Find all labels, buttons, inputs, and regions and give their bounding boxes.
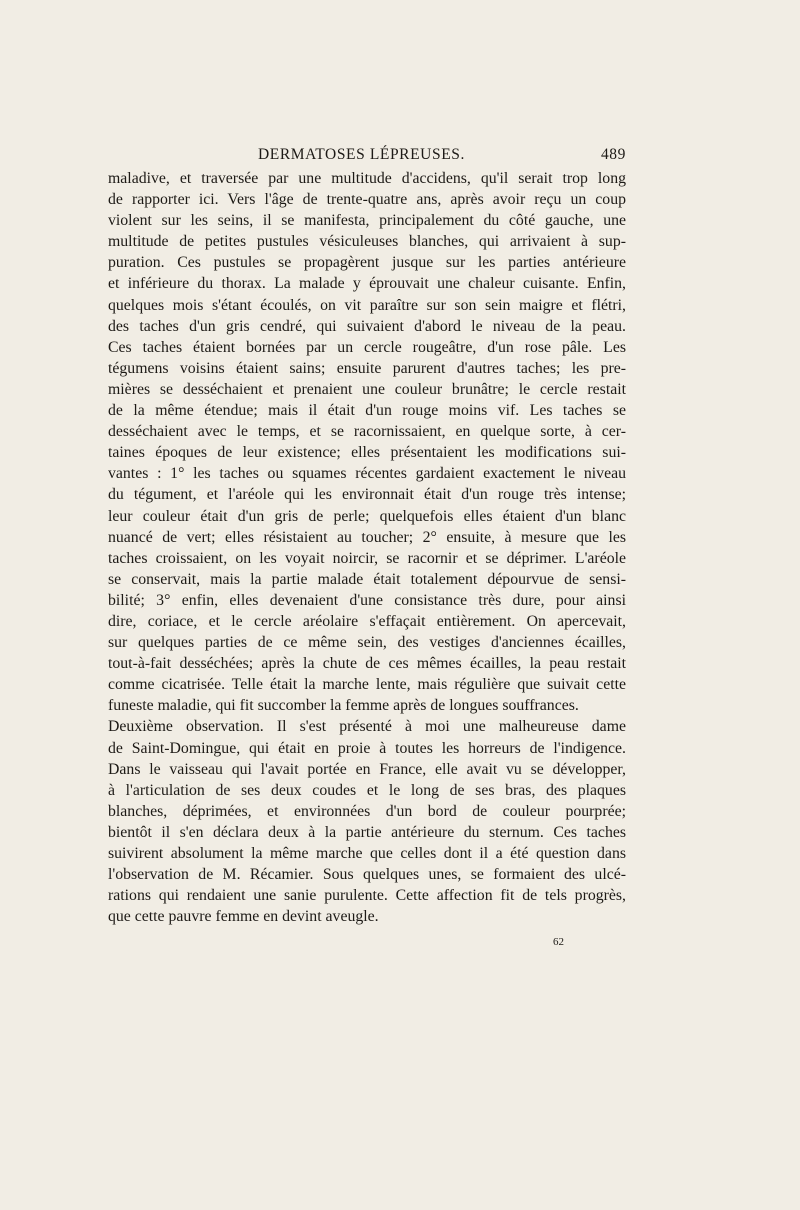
text-line: bientôt il s'en déclara deux à la partie antérieure du sternum. Ces taches	[108, 823, 626, 841]
text-line: bilité; 3° enfin, elles devenaient d'une consistance très dure, pour ainsi	[108, 591, 626, 609]
text-line: du tégument, et l'aréole qui les environnait était d'un rouge très intense;	[108, 486, 626, 504]
text-line: se conservait, mais la partie malade était totalement dépourvue de sensi-	[108, 570, 626, 588]
text-line: Deuxième observation. Il s'est présenté à moi une malheureuse dame	[108, 718, 626, 736]
text-line: Ces taches étaient bornées par un cercle rougeâtre, d'un rose pâle. Les	[108, 338, 626, 356]
text-line: tout-à-fait desséchées; après la chute de ces mêmes écailles, la peau restait	[108, 655, 626, 673]
text-line: blanches, déprimées, et environnées d'un bord de couleur pourprée;	[108, 802, 626, 820]
text-line: des taches d'un gris cendré, qui suivaient d'abord le niveau de la peau.	[108, 317, 626, 335]
text-line: dire, coriace, et le cercle aréolaire s'effaçait entièrement. On apercevait,	[108, 612, 626, 630]
text-line: violent sur les seins, il se manifesta, principalement du côté gauche, une	[108, 212, 626, 230]
text-line: tégumens voisins étaient sains; ensuite parurent d'autres taches; les pre-	[108, 359, 626, 377]
text-line: rations qui rendaient une sanie purulente. Cette affection fit de tels progrès,	[108, 887, 626, 905]
text-line: à l'articulation de ses deux coudes et le long de ses bras, des plaques	[108, 781, 626, 799]
page-number: 489	[600, 146, 626, 163]
body-text	[108, 168, 626, 927]
text-line: suivirent absolument la même marche que celles dont il a été question dans	[108, 845, 626, 862]
text-line: que cette pauvre femme en devint aveugle.	[108, 908, 379, 926]
text-line: vantes : 1° les taches ou squames récentes gardaient exactement le niveau	[108, 465, 626, 483]
text-line: de Saint-Domingue, qui était en proie à toutes les horreurs de l'indigence.	[108, 739, 626, 757]
text-line: multitude de petites pustules vésiculeuses blanches, qui arrivaient à sup-	[108, 233, 626, 251]
text-line: et inférieure du thorax. La malade y éprouvait une chaleur cuisante. Enfin,	[108, 275, 626, 293]
text-line: Dans le vaisseau qui l'avait portée en France, elle avait vu se développer,	[108, 760, 626, 778]
text-line: mières se desséchaient et prenaient une couleur brunâtre; le cercle restait	[108, 380, 626, 398]
text-line: l'observation de M. Récamier. Sous quelques unes, se formaient des ulcé-	[108, 866, 626, 884]
text-line: nuancé de vert; elles résistaient au toucher; 2° ensuite, à mesure que les	[108, 528, 626, 546]
signature-mark: 62	[553, 936, 564, 948]
text-line: leur couleur était d'un gris de perle; quelquefois elles étaient d'un blanc	[108, 507, 626, 525]
text-line: taines époques de leur existence; elles présentaient les modifications sui-	[108, 444, 626, 462]
text-line: funeste maladie, qui fit succomber la femme après de longues souffrances.	[108, 697, 579, 715]
running-title: DERMATOSES LÉPREUSES.	[258, 146, 465, 163]
text-line: sur quelques parties de ce même sein, des vestiges d'anciennes écailles,	[108, 634, 626, 652]
text-line: quelques mois s'étant écoulés, on vit paraître sur son sein maigre et flétri,	[108, 296, 626, 314]
text-line: comme cicatrisée. Telle était la marche lente, mais régulière que suivait cette	[108, 676, 626, 694]
text-line: puration. Ces pustules se propagèrent jusque sur les parties antérieure	[108, 254, 626, 272]
text-line: de rapporter ici. Vers l'âge de trente-quatre ans, après avoir reçu un coup	[108, 191, 626, 209]
text-line: taches croissaient, on les voyait noircir, se racornir et se déprimer. L'aréole	[108, 549, 626, 567]
text-line: maladive, et traversée par une multitude d'accidens, qu'il serait trop long	[108, 170, 626, 187]
text-line: de la même étendue; mais il était d'un rouge moins vif. Les taches se	[108, 402, 626, 420]
page-header	[108, 146, 626, 166]
text-line: desséchaient avec le temps, et se racornissaient, en quelque sorte, à cer-	[108, 423, 626, 441]
